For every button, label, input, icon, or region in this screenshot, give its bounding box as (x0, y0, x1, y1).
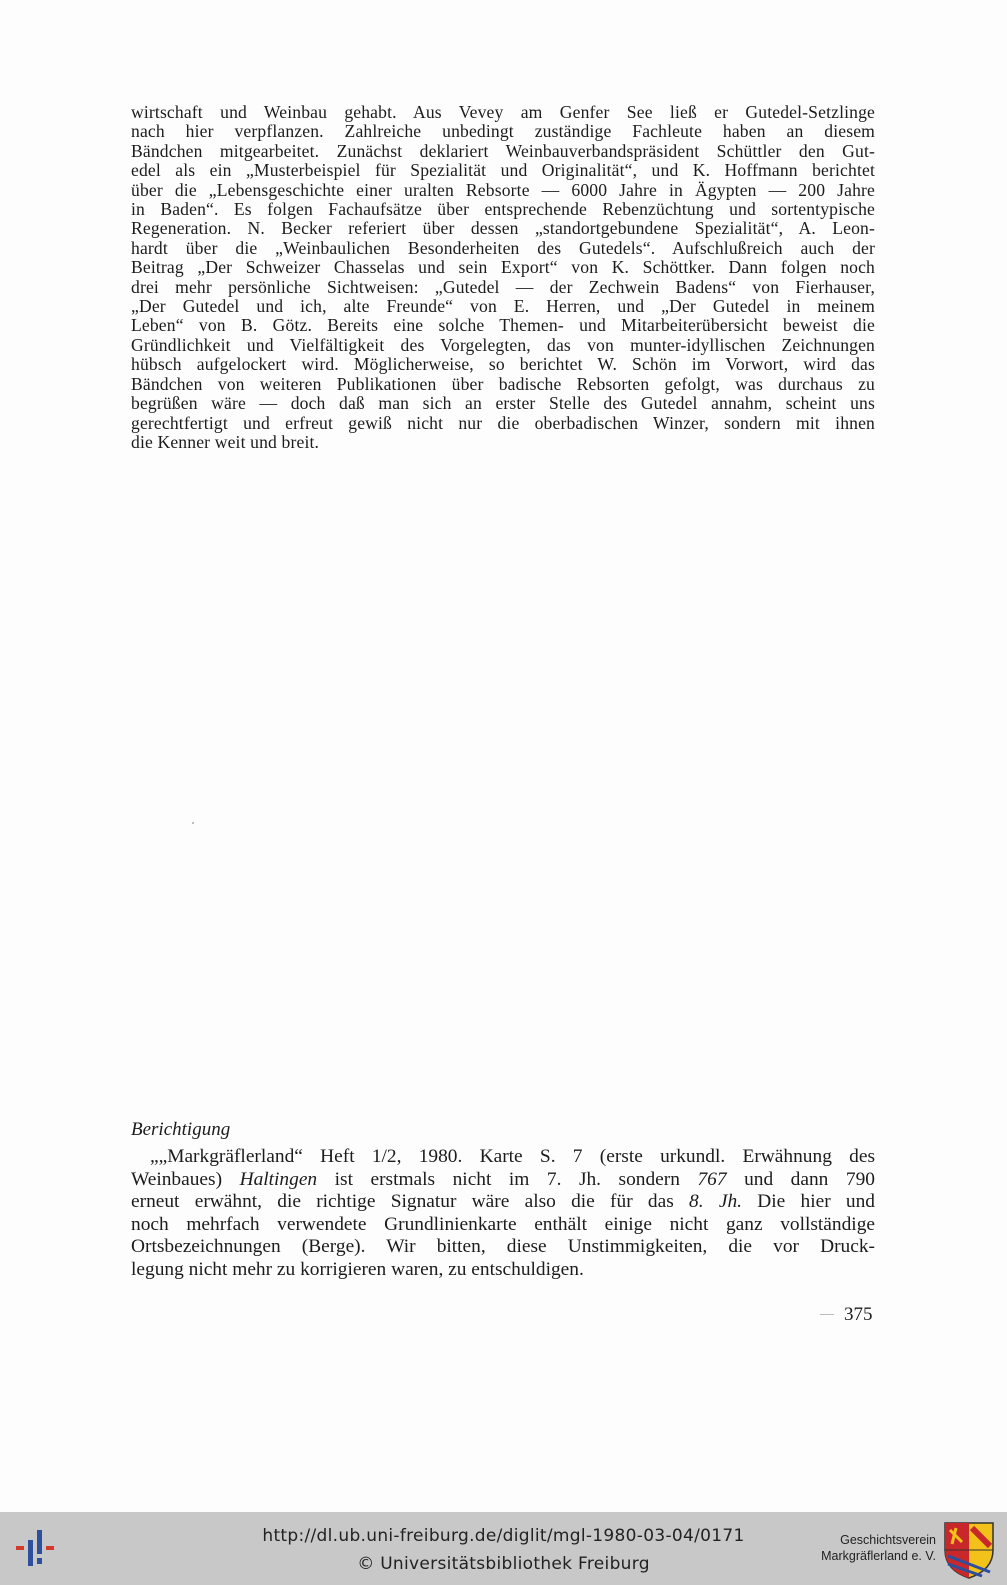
society-name: Geschichtsverein Markgräflerland e. V. (821, 1533, 936, 1563)
review-line: Bändchen von weiteren Publikationen über badische Rebsorten gefolgt, was durchaus zu (131, 373, 875, 394)
correction-line: „„Markgräflerland“ Heft 1/2, 1980. Karte S. 7 (erste urkundl. Erwähnung des (150, 1146, 875, 1167)
review-line: in Baden“. Es folgen Fachaufsätze über entsprechende Rebenzüchtung und sortentypische (131, 199, 875, 220)
review-line: gerechtfertigt und erfreut gewiß nicht nur die oberbadischen Winzer, sondern mit ihnen (131, 412, 875, 433)
correction-line: erneut erwähnt, die richtige Signatur wäre also die für das 8. Jh. Die hier und (131, 1191, 875, 1213)
review-line: Gründlichkeit und Vielfältigkeit des Vorgelegten, das von munter-idyllischen Zeichnungen (131, 334, 875, 355)
review-line: über die „Lebensgeschichte einer uralten Rebsorte — 6000 Jahre in Ägypten — 200 Jahre (131, 179, 875, 200)
correction-line: noch mehrfach verwendete Grundlinienkarte enthält einige nicht ganz vollständige (131, 1213, 875, 1235)
review-line: hübsch aufgelockert wird. Möglicherweise, so berichtet W. Schön im Vorwort, wird das (131, 354, 875, 375)
review-line: begrüßen wäre — doch daß man sich an erster Stelle des Gutedel annahm, scheint uns (131, 393, 875, 414)
review-line: nach hier verpflanzen. Zahlreiche unbedingt zuständige Fachleute haben an diesem (131, 121, 875, 142)
correction-line: Weinbaues) Haltingen ist erstmals nicht im 7. Jh. sondern 767 und dann 790 (131, 1168, 875, 1190)
correction-heading: Berichtigung (131, 1119, 231, 1140)
correction-line: legung nicht mehr zu korrigieren waren, zu entschuldigen. (131, 1258, 584, 1280)
correction-section (131, 1118, 875, 1282)
page-number-mark (820, 1314, 834, 1315)
review-line: Regeneration. N. Becker referiert über dessen „standortgebundene Spezialität“, A. Leon- (131, 218, 875, 239)
review-line: drei mehr persönliche Sichtweisen: „Gutedel — der Zechwein Badens“ von Fierhauser, (131, 276, 875, 297)
review-line: Beitrag „Der Schweizer Chasselas und sein Export“ von K. Schöttker. Dann folgen noch (131, 257, 875, 278)
review-line: Leben“ von B. Götz. Bereits eine solche Themen- und Mitarbeiterübersicht beweist die (131, 315, 875, 336)
review-paragraph (131, 103, 875, 452)
scan-speck (192, 822, 194, 824)
permalink[interactable]: http://dl.ub.uni-freiburg.de/diglit/mgl-1980-03-04/0171 (262, 1526, 745, 1546)
review-line: „Der Gutedel und ich, alte Freunde“ von E. Herren, und „Der Gutedel in meinem (131, 296, 875, 317)
review-line: Bändchen mitgearbeitet. Zunächst deklariert Weinbauverbandspräsident Schüttler den Gut- (131, 140, 875, 161)
review-line: edel als ein „Musterbeispiel für Spezialität und Originalität“, und K. Hoffmann berichtet (131, 160, 875, 181)
century-emphasis: 8. Jh. (689, 1191, 742, 1213)
review-line: die Kenner weit und breit. (131, 431, 320, 452)
year-emphasis: 767 (697, 1168, 727, 1190)
place-name: Haltingen (239, 1168, 318, 1190)
page-number: 375 (844, 1304, 873, 1325)
footer-bar (0, 1512, 1007, 1585)
review-line: wirtschaft und Weinbau gehabt. Aus Vevey am Genfer See ließ er Gutedel-Setzlinge (131, 102, 875, 122)
markgraeflerland-crest-icon (942, 1520, 996, 1580)
review-line: hardt über die „Weinbaulichen Besonderheiten des Gutedels“. Aufschlußreich auch der (131, 237, 875, 258)
copyright-notice: © Universitätsbibliothek Freiburg (357, 1554, 650, 1574)
correction-line: Ortsbezeichnungen (Berge). Wir bitten, diese Unstimmigkeiten, die vor Druck- (131, 1236, 875, 1258)
